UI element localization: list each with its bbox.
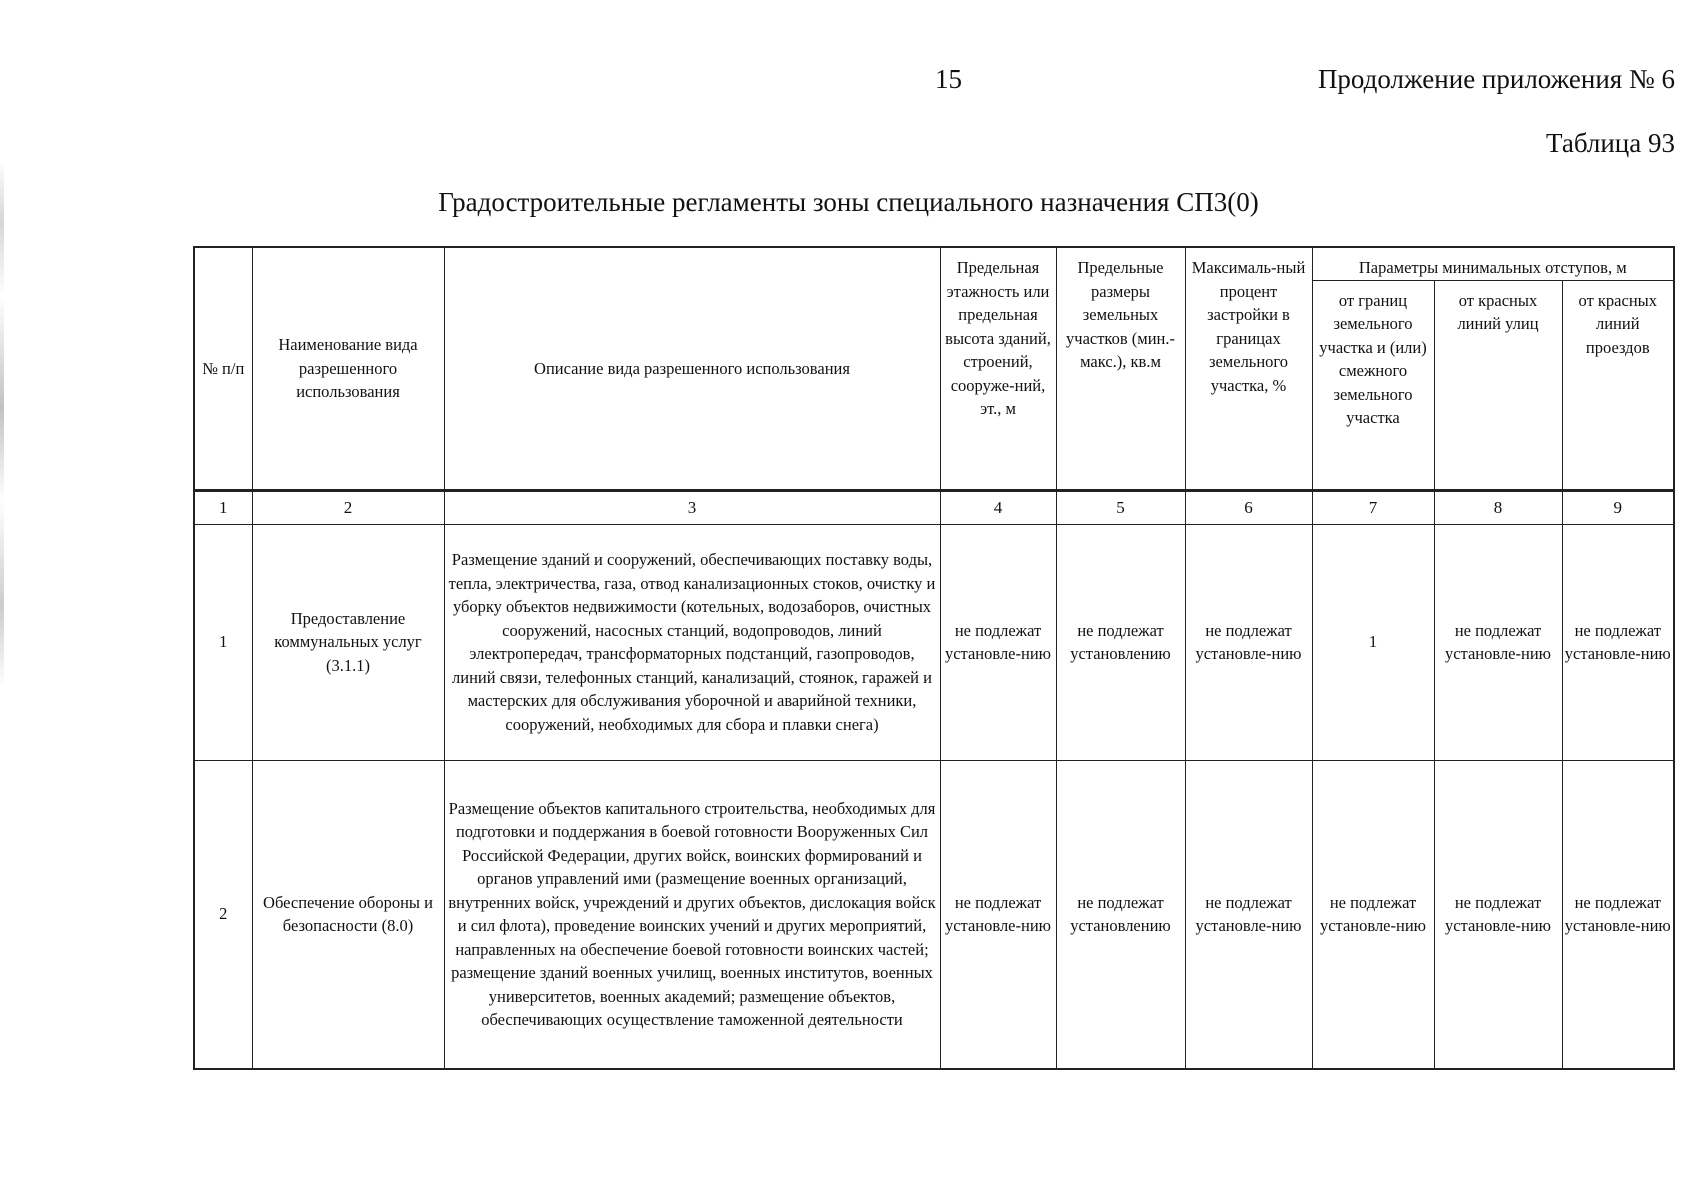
column-number-row bbox=[194, 490, 1674, 524]
column-number: 4 bbox=[940, 490, 1056, 524]
row-setback-plot: 1 bbox=[1312, 524, 1434, 760]
row-plot-size: не подлежат установлению bbox=[1056, 524, 1185, 760]
col-header-setbacks-group: Параметры минимальных отступов, м bbox=[1312, 247, 1674, 280]
row-use-name: Обеспечение обороны и безопасности (8.0) bbox=[252, 760, 444, 1069]
col-header-description: Описание вида разрешенного использования bbox=[444, 247, 940, 490]
appendix-note: Продолжение приложения № 6 bbox=[1317, 64, 1675, 94]
col-header-num: № п/п bbox=[194, 247, 252, 490]
col-header-setback-passages: от красных линий проездов bbox=[1562, 280, 1674, 490]
table-row bbox=[194, 524, 1674, 760]
column-number: 1 bbox=[194, 490, 252, 524]
scan-edge-artifact bbox=[0, 160, 4, 780]
row-height-limit: не подлежат установле-нию bbox=[940, 524, 1056, 760]
table-label: Таблица 93 bbox=[1546, 128, 1675, 158]
column-number: 8 bbox=[1434, 490, 1562, 524]
row-setback-plot: не подлежат установле-нию bbox=[1312, 760, 1434, 1069]
row-setback-passages: не подлежат установле-нию bbox=[1562, 524, 1674, 760]
row-use-name: Предоставление коммунальных услуг (3.1.1) bbox=[252, 524, 444, 760]
row-coverage: не подлежат установле-нию bbox=[1185, 524, 1312, 760]
row-setback-streets: не подлежат установле-нию bbox=[1434, 760, 1562, 1069]
col-header-name: Наименование вида разрешенного использования bbox=[252, 247, 444, 490]
column-number: 7 bbox=[1312, 490, 1434, 524]
row-setback-passages: не подлежат установле-нию bbox=[1562, 760, 1674, 1069]
row-setback-streets: не подлежат установле-нию bbox=[1434, 524, 1562, 760]
row-plot-size: не подлежат установлению bbox=[1056, 760, 1185, 1069]
column-number: 2 bbox=[252, 490, 444, 524]
column-number: 9 bbox=[1562, 490, 1674, 524]
table-title: Градостроительные регламенты зоны специального назначения СП3(0) bbox=[438, 187, 1259, 217]
row-num: 1 bbox=[194, 524, 252, 760]
col-header-height: Предельная этажность или предельная высота зданий, строений, сооруже-ний, эт., м bbox=[940, 247, 1056, 490]
row-num: 2 bbox=[194, 760, 252, 1069]
col-header-setback-streets: от красных линий улиц bbox=[1434, 280, 1562, 490]
column-number: 5 bbox=[1056, 490, 1185, 524]
col-header-coverage: Максималь-ный процент застройки в границах земельного участка, % bbox=[1185, 247, 1312, 490]
row-use-description: Размещение объектов капитального строительства, необходимых для подготовки и поддержания в боевой готовности Вооруженных Сил Российской Федерации, других войск, воинских формирований и органов управлений ими (размещение военных организаций, внутренних войск, учреждений и других объектов, дислокация войск и сил флота), проведение воинских учений и других мероприятий, направленных на обеспечение боевой готовности воинских частей; размещение зданий военных училищ, военных институтов, военных университетов, военных академий; размещение объектов, обеспечивающих осуществление таможенной деятельности bbox=[444, 760, 940, 1069]
column-number: 6 bbox=[1185, 490, 1312, 524]
column-number: 3 bbox=[444, 490, 940, 524]
col-header-plot-size: Предельные размеры земельных участков (мин.-макс.), кв.м bbox=[1056, 247, 1185, 490]
row-use-description: Размещение зданий и сооружений, обеспечивающих поставку воды, тепла, электричества, газа, отвод канализационных стоков, очистку и уборку объектов недвижимости (котельных, водозаборов, очистных сооружений, насосных станций, водопроводов, линий электропередач, трансформаторных подстанций, газопроводов, линий связи, телефонных станций, канализаций, стоянок, гаражей и мастерских для обслуживания уборочной и аварийной техники, сооружений, необходимых для сбора и плавки снега) bbox=[444, 524, 940, 760]
row-height-limit: не подлежат установле-нию bbox=[940, 760, 1056, 1069]
row-coverage: не подлежат установле-нию bbox=[1185, 760, 1312, 1069]
col-header-setback-plot: от границ земельного участка и (или) смежного земельного участка bbox=[1312, 280, 1434, 490]
page-number: 15 bbox=[935, 64, 962, 94]
table-row bbox=[194, 760, 1674, 1069]
regulations-table bbox=[193, 246, 1675, 1070]
